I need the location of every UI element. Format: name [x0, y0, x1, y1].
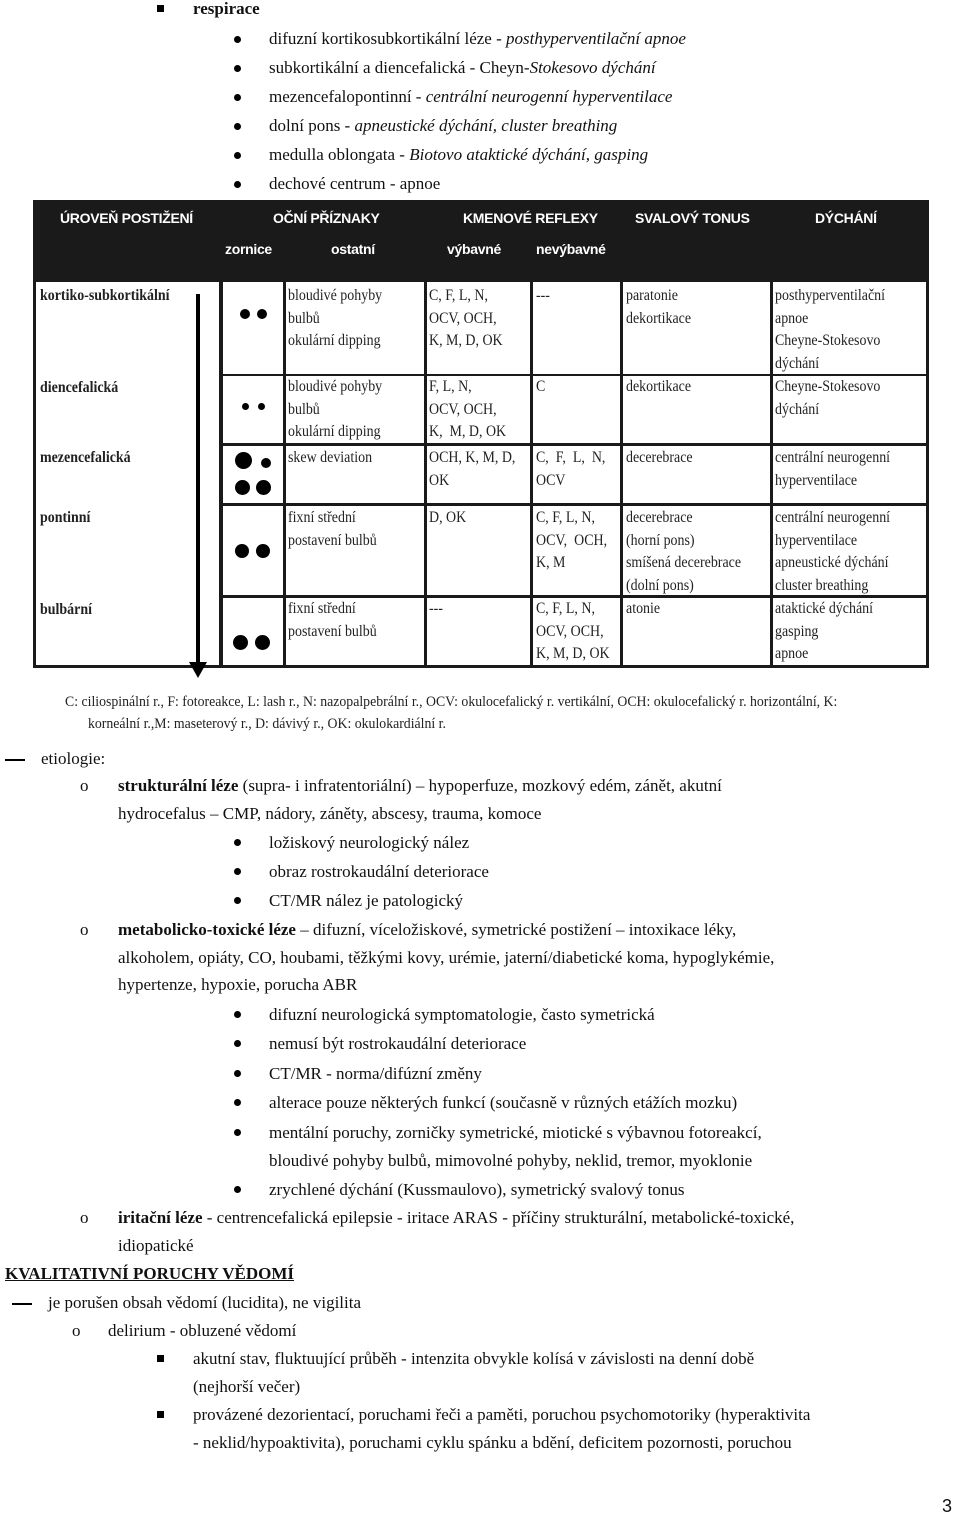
header-tone: SVALOVÝ TONUS [635, 210, 750, 226]
delirium-square-1-line-2: (nejhorší večer) [193, 1377, 301, 1396]
round-bullet-icon [234, 94, 241, 101]
header-brainstem: KMENOVÉ REFLEXY [463, 210, 598, 226]
etiologie-structural-line-2: hydrocefalus – CMP, nádory, záněty, abscesy, trauma, komoce [118, 804, 542, 823]
pupil-icon [240, 309, 250, 319]
respirace-item-2: subkortikální a diencefalická - Cheyn-Stokesovo dýchání [269, 58, 656, 77]
metabolic-bullet-5: mentální poruchy, zorničky symetrické, miotické s výbavnou fotoreakcí, [269, 1123, 762, 1142]
absent-cell-2: C [533, 376, 620, 443]
pupil-icon [233, 635, 248, 650]
circle-bullet-icon: o [80, 1208, 89, 1227]
round-bullet-icon [234, 1011, 241, 1018]
header-absent: nevýbavné [536, 241, 606, 257]
square-bullet-icon [157, 1355, 164, 1362]
tone-cell-5: atonie [623, 598, 770, 665]
round-bullet-icon [234, 1186, 241, 1193]
etiologie-metabolic-line-1: metabolicko-toxické léze – difuzní, víceložiskové, symetrické postižení – intoxikace léky, [118, 920, 737, 939]
delirium-square-2-line-1: provázené dezorientací, poruchami řeči a paměti, poruchou psychomotoriky (hyperaktivita [193, 1405, 811, 1424]
metabolic-bullet-6: zrychlené dýchání (Kussmaulovo), symetrický svalový tonus [269, 1180, 685, 1199]
tone-cell-2: dekortikace [623, 376, 770, 443]
pupils-cell-2 [223, 376, 283, 443]
level-row-5: bulbární [40, 601, 92, 618]
delirium-square-1-line-1: akutní stav, fluktuující průběh - intenzita obvykle kolísá v závislosti na denní době [193, 1349, 755, 1368]
round-bullet-icon [234, 897, 241, 904]
present-cell-1: C, F, L, N, OCV, OCH, K, M, D, OK [427, 282, 530, 374]
level-row-1: kortiko-subkortikální [40, 287, 170, 304]
dash-bullet-icon [12, 1303, 32, 1305]
pupils-cell-5 [223, 598, 283, 665]
respirace-item-5: medulla oblongata - Biotovo ataktické dýchání, gasping [269, 145, 649, 164]
round-bullet-icon [234, 152, 241, 159]
metabolic-bullet-1: difuzní neurologická symptomatologie, často symetrická [269, 1005, 655, 1024]
page-number: 3 [942, 1496, 953, 1516]
header-breathing: DÝCHÁNÍ [815, 210, 877, 226]
metabolic-bullet-5-continued: bloudivé pohyby bulbů, mimovolné pohyby, neklid, tremor, myoklonie [269, 1151, 753, 1170]
breathing-cell-1: posthyperventilační apnoe Cheyne-Stokesovo dýchání [773, 282, 926, 374]
header-eye: OČNÍ PŘÍZNAKY [273, 210, 380, 226]
level-row-3: mezencefalická [40, 449, 131, 466]
absent-cell-4: C, F, L, N, OCV, OCH, K, M [533, 506, 620, 595]
table-legend-line-2: korneální r.,M: maseterový r., D: dávivý r., OK: okulokardiální r. [88, 716, 446, 732]
structural-bullet-3: CT/MR nález je patologický [269, 891, 464, 910]
tone-cell-3: decerebrace [623, 446, 770, 503]
structural-bullet-1: ložiskový neurologický nález [269, 833, 470, 852]
delirium-square-2-line-2: - neklid/hypoaktivita), poruchami cyklu spánku a bdění, deficitem pozornosti, poruchou [193, 1433, 792, 1452]
circle-bullet-icon: o [80, 920, 89, 939]
pupils-cell-4 [223, 506, 283, 595]
other-cell-2: bloudivé pohyby bulbů okulární dipping [286, 376, 424, 443]
breathing-cell-4: centrální neurogenní hyperventilace apneustické dýchání cluster breathing [773, 506, 926, 595]
section-respirace-title: respirace [193, 0, 260, 18]
etiologie-iritation-line-1: iritační léze - centrencefalická epilepsie - iritace ARAS - příčiny strukturální, metabolické-toxické, [118, 1208, 795, 1227]
metabolic-bullet-2: nemusí být rostrokaudální deteriorace [269, 1034, 527, 1053]
etiologie-structural-line-1: strukturální léze (supra- i infratentoriální) – hypoperfuze, mozkový edém, zánět, akutní [118, 776, 722, 795]
arrow-head-icon [189, 662, 207, 678]
present-cell-3: OCH, K, M, D, OK [427, 446, 530, 503]
header-pupils: zornice [225, 241, 272, 257]
breathing-cell-3: centrální neurogenní hyperventilace [773, 446, 926, 503]
round-bullet-icon [234, 1070, 241, 1077]
round-bullet-icon [234, 1129, 241, 1136]
kvalitativni-dash-item: je porušen obsah vědomí (lucidita), ne vigilita [48, 1293, 362, 1312]
round-bullet-icon [234, 123, 241, 130]
other-cell-4: fixní střední postavení bulbů [286, 506, 424, 595]
level-row-4: pontinní [40, 509, 91, 526]
round-bullet-icon [234, 65, 241, 72]
round-bullet-icon [234, 868, 241, 875]
pupil-icon [235, 452, 252, 469]
square-bullet-icon [157, 5, 164, 12]
tone-cell-4: decerebrace (horní pons) smíšená decerebrace (dolní pons) [623, 506, 770, 595]
level-column [36, 282, 219, 665]
metabolic-bullet-4: alterace pouze některých funkcí (současně v různých etážích mozku) [269, 1093, 738, 1112]
level-row-2: diencefalická [40, 379, 119, 396]
present-cell-4: D, OK [427, 506, 530, 595]
square-bullet-icon [157, 1411, 164, 1418]
round-bullet-icon [234, 36, 241, 43]
breathing-cell-5: ataktické dýchání gasping apnoe [773, 598, 926, 665]
respirace-item-4: dolní pons - apneustické dýchání, cluster breathing [269, 116, 618, 135]
deterioration-arrow-icon [196, 294, 200, 664]
round-bullet-icon [234, 1040, 241, 1047]
section-heading-kvalitativni: KVALITATIVNÍ PORUCHY VĚDOMÍ [5, 1264, 295, 1283]
pupil-icon [261, 458, 271, 468]
circle-bullet-icon: o [72, 1321, 81, 1340]
pupils-cell-3 [223, 446, 283, 503]
structural-bullet-2: obraz rostrokaudální deteriorace [269, 862, 489, 881]
table-legend-line-1: C: ciliospinální r., F: fotoreakce, L: lash r., N: nazopalpebrální r., OCV: okulocefalický r. vertikální, OCH: okulocefalický r. horizontální, K: [65, 694, 838, 710]
pupil-icon [256, 544, 270, 558]
round-bullet-icon [234, 839, 241, 846]
respirace-item-6: dechové centrum - apnoe [269, 174, 441, 193]
breathing-cell-2: Cheyne-Stokesovo dýchání [773, 376, 926, 443]
etiologie-metabolic-line-3: hypertenze, hypoxie, porucha ABR [118, 975, 358, 994]
other-cell-1: bloudivé pohyby bulbů okulární dipping [286, 282, 424, 374]
round-bullet-icon [234, 181, 241, 188]
absent-cell-1: --- [533, 282, 620, 374]
present-cell-5: --- [427, 598, 530, 665]
tone-cell-1: paratonie dekortikace [623, 282, 770, 374]
header-other: ostatní [331, 241, 375, 257]
circle-bullet-icon: o [80, 776, 89, 795]
dash-bullet-icon [5, 759, 25, 761]
pupil-icon [256, 480, 271, 495]
round-bullet-icon [234, 1099, 241, 1106]
present-cell-2: F, L, N, OCV, OCH, K, M, D, OK [427, 376, 530, 443]
etiologie-iritation-line-2: idiopatické [118, 1236, 194, 1255]
header-level: ÚROVEŇ POSTIŽENÍ [60, 210, 193, 226]
etiologie-metabolic-line-2: alkoholem, opiáty, CO, houbami, těžkými kovy, urémie, jaterní/diabetické koma, hypoglykémie, [118, 948, 775, 967]
coma-levels-table [33, 200, 929, 668]
respirace-item-3: mezencefalopontinní - centrální neurogenní hyperventilace [269, 87, 673, 106]
other-cell-5: fixní střední postavení bulbů [286, 598, 424, 665]
etiologie-label: etiologie: [41, 749, 106, 768]
pupil-icon [258, 403, 265, 410]
pupil-icon [235, 544, 249, 558]
delirium-item: delirium - obluzené vědomí [108, 1321, 297, 1340]
metabolic-bullet-3: CT/MR - norma/difúzní změny [269, 1064, 482, 1083]
absent-cell-3: C, F, L, N, OCV [533, 446, 620, 503]
respirace-item-1: difuzní kortikosubkortikální léze - posthyperventilační apnoe [269, 29, 686, 48]
pupil-icon [242, 403, 249, 410]
other-cell-3: skew deviation [286, 446, 424, 503]
absent-cell-5: C, F, L, N, OCV, OCH, K, M, D, OK [533, 598, 620, 665]
pupils-cell-1 [223, 282, 283, 374]
pupil-icon [257, 309, 267, 319]
pupil-icon [255, 635, 270, 650]
pupil-icon [235, 480, 250, 495]
header-present: výbavné [447, 241, 501, 257]
